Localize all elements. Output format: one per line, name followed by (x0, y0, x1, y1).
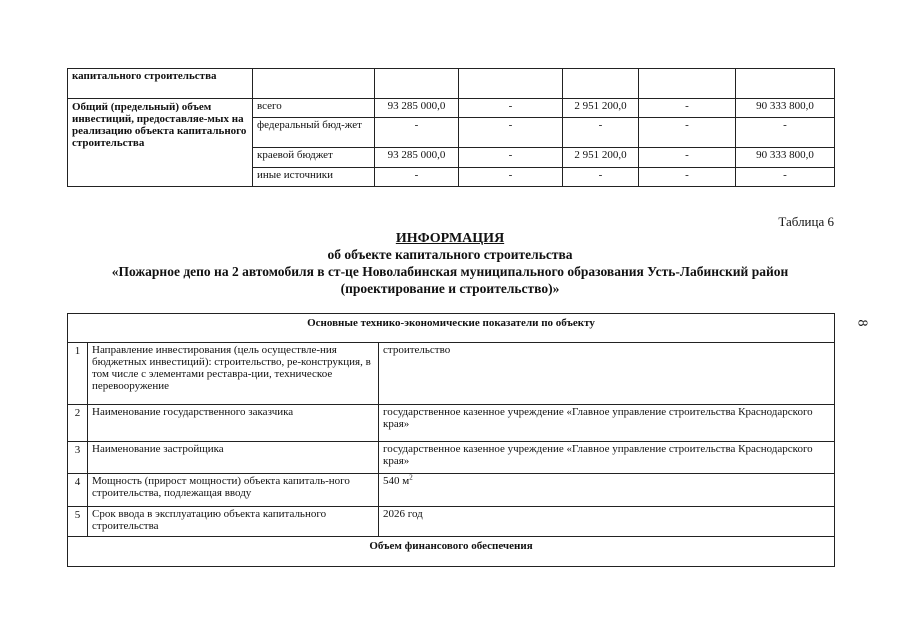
row-value: государственное казенное учреждение «Главное управление строительства Краснодарского края» (379, 405, 835, 442)
row-value: государственное казенное учреждение «Главное управление строительства Краснодарского края» (379, 442, 835, 474)
row-label: Наименование государственного заказчика (88, 405, 379, 442)
indicators-table (67, 313, 835, 567)
top-row-label: капитального строительства (68, 69, 253, 99)
table-row (68, 405, 835, 442)
unit-exponent: 2 (409, 473, 413, 482)
cell-value: - (736, 118, 835, 148)
row-number: 1 (68, 343, 88, 405)
table-row (68, 343, 835, 405)
cell-value: - (639, 99, 736, 118)
cell-value: - (639, 118, 736, 148)
cell-value: - (459, 168, 563, 187)
cell-value: - (459, 99, 563, 118)
table-footer: Объем финансового обеспечения (68, 537, 835, 567)
row-label: Мощность (прирост мощности) объекта капиталь-ного строительства, подлежащая вводу (88, 474, 379, 507)
row-value (379, 474, 835, 507)
cell-source: федеральный бюд-жет (253, 118, 375, 148)
table-row (68, 474, 835, 507)
cell-value: 93 285 000,0 (375, 99, 459, 118)
cell-value: - (639, 168, 736, 187)
cell-value: - (563, 168, 639, 187)
row-number: 2 (68, 405, 88, 442)
page-number: 8 (854, 319, 870, 327)
investment-table (67, 68, 835, 187)
row-label: Направление инвестирования (цель осуществле-ния бюджетных инвестиций): строительство, ре-конструкция, в том числе с элементами реставра-ции, техническое перевооружение (88, 343, 379, 405)
cell-value: - (459, 148, 563, 168)
object-name-cont: (проектирование и строительство)» (340, 281, 560, 296)
cell-value: - (375, 118, 459, 148)
row-number: 3 (68, 442, 88, 474)
row-label: Срок ввода в эксплуатацию объекта капитального строительства (88, 507, 379, 537)
table-header: Основные технико-экономические показатели по объекту (68, 314, 835, 343)
cell-value: 2 951 200,0 (563, 148, 639, 168)
row-label: Наименование застройщика (88, 442, 379, 474)
cell-value: 2 951 200,0 (563, 99, 639, 118)
row-number: 5 (68, 507, 88, 537)
cell-value: - (459, 118, 563, 148)
table-row (68, 314, 835, 343)
investment-label: Общий (предельный) объем инвестиций, предоставляе-мых на реализацию объекта капитального строительства (68, 99, 253, 187)
cell-value: 93 285 000,0 (375, 148, 459, 168)
table-row (68, 537, 835, 567)
cell-source: краевой бюджет (253, 148, 375, 168)
table-row (68, 69, 835, 99)
document-subheading: об объекте капитального строительства (327, 247, 573, 262)
row-value: 2026 год (379, 507, 835, 537)
object-name: «Пожарное депо на 2 автомобиля в ст-це Новолабинская муниципального образования Усть-Лабинский район (111, 264, 789, 279)
cell-source: всего (253, 99, 375, 118)
table-row (68, 442, 835, 474)
table-caption: Таблица 6 (778, 214, 834, 229)
cell-value: 90 333 800,0 (736, 99, 835, 118)
row-value: строительство (379, 343, 835, 405)
document-heading: ИНФОРМАЦИЯ (395, 231, 505, 246)
cell-value: - (375, 168, 459, 187)
cell-value: - (639, 148, 736, 168)
capacity-value: 540 м (383, 475, 410, 487)
cell-value: 90 333 800,0 (736, 148, 835, 168)
cell-source: иные источники (253, 168, 375, 187)
table-row (68, 99, 835, 118)
cell-value: - (736, 168, 835, 187)
row-number: 4 (68, 474, 88, 507)
cell-value: - (563, 118, 639, 148)
table-row (68, 507, 835, 537)
